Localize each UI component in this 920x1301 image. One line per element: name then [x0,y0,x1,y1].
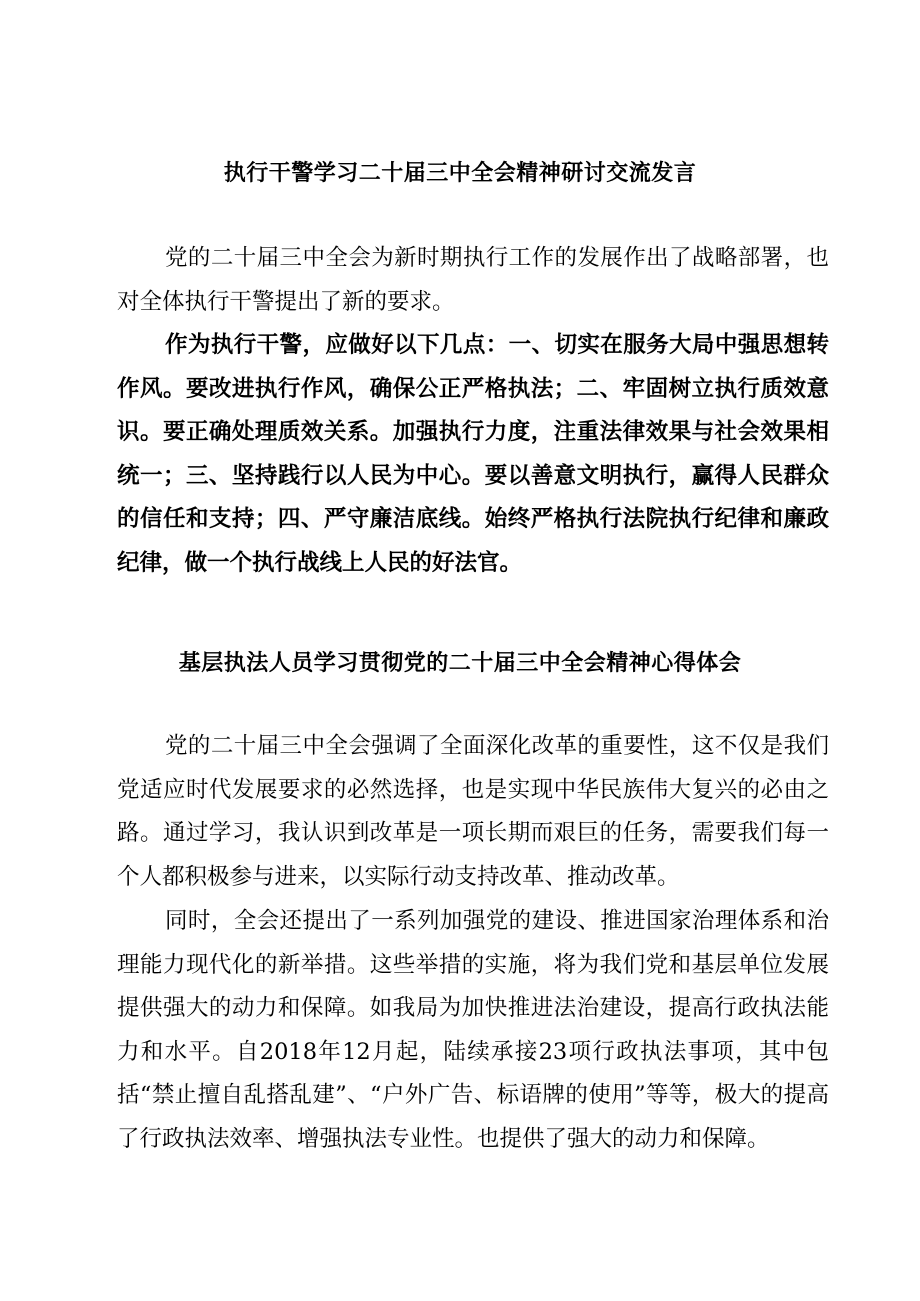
section-1-paragraph-1: 党的二十届三中全会为新时期执行工作的发展作出了战略部署，也对全体执行干警提出了新的要求。 [117,245,829,315]
section-2-paragraph-2: 同时，全会还提出了一系列加强党的建设、推进国家治理体系和治理能力现代化的新举措。这些举措的实施，将为我们党和基层单位发展提供强大的动力和保障。如我局为加快推进法治建设，提高行政执法能力和水平。自2018年12月起，陆续承接23项行政执法事项，其中包括“禁止擅自乱搭乱建”、“户外广告、标语牌的使用”等等，极大的提高了行政执法效率、增强执法专业性。也提供了强大的动力和保障。 [117,908,829,1152]
section-1-title: 执行干警学习二十届三中全会精神研讨交流发言 [223,160,697,186]
section-1-paragraph-2: 作为执行干警，应做好以下几点：一、切实在服务大局中强思想转作风。要改进执行作风，确保公正严格执法；二、牢固树立执行质效意识。要正确处理质效关系。加强执行力度，注重法律效果与社会效果相统一；三、坚持践行以人民为中心。要以善意文明执行，赢得人民群众的信任和支持；四、严守廉洁底线。始终严格执行法院执行纪律和廉政纪律，做一个执行战线上人民的好法官。 [117,332,829,576]
section-2-title: 基层执法人员学习贯彻党的二十届三中全会精神心得体会 [178,650,742,676]
section-2-paragraph-1: 党的二十届三中全会强调了全面深化改革的重要性，这不仅是我们党适应时代发展要求的必然选择，也是实现中华民族伟大复兴的必由之路。通过学习，我认识到改革是一项长期而艰巨的任务，需要我们每一个人都积极参与进来，以实际行动支持改革、推动改革。 [117,733,829,890]
